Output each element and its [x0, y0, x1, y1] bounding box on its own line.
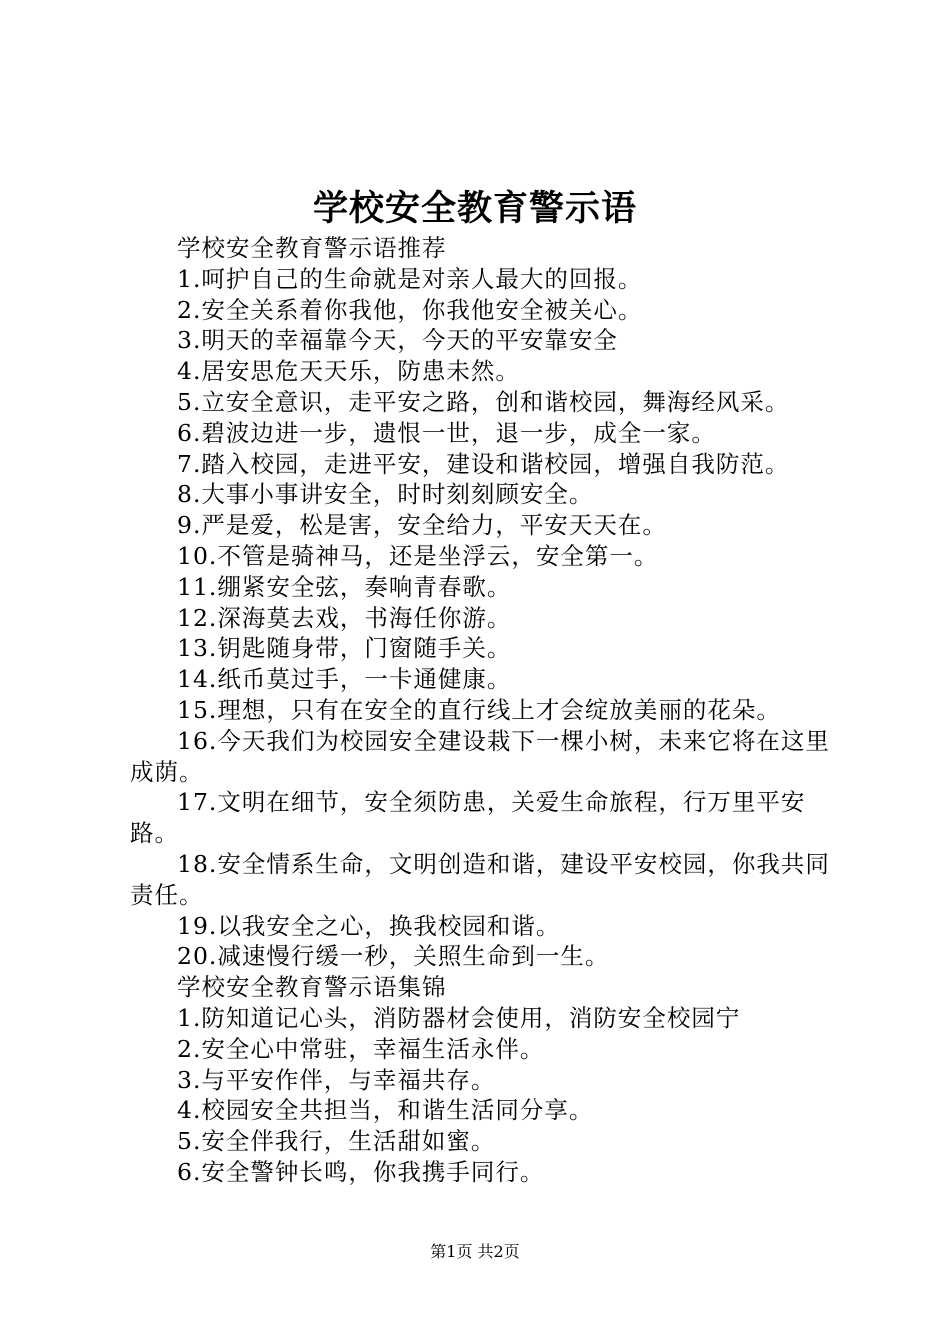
paragraph: 20.减速慢行缓一秒，关照生命到一生。 — [177, 942, 610, 971]
paragraph: 2.安全关系着你我他，你我他安全被关心。 — [177, 295, 643, 324]
paragraph: 7.踏入校园，走进平安，建设和谐校园，增强自我防范。 — [177, 449, 790, 478]
paragraph: 19.以我安全之心，换我校园和谐。 — [177, 911, 561, 940]
document-title: 学校安全教育警示语 — [312, 188, 637, 229]
paragraph: 3.明天的幸福靠今天，今天的平安靠安全 — [177, 326, 618, 355]
paragraph: 9.严是爱，松是害，安全给力，平安天天在。 — [177, 511, 667, 540]
paragraph: 5.立安全意识，走平安之路，创和谐校园，舞海经风采。 — [177, 387, 790, 416]
paragraph: 11.绷紧安全弦，奏响青春歌。 — [177, 572, 512, 601]
paragraph: 8.大事小事讲安全，时时刻刻顾安全。 — [177, 480, 594, 509]
page-footer: 第1页 共2页 — [430, 1242, 520, 1261]
paragraph: 12.深海莫去戏，书海任你游。 — [177, 603, 512, 632]
paragraph: 4.居安思危天天乐，防患未然。 — [177, 357, 520, 386]
paragraph: 1.呵护自己的生命就是对亲人最大的回报。 — [177, 264, 643, 293]
paragraph: 6.安全警钟长鸣，你我携手同行。 — [177, 1157, 545, 1186]
paragraph: 17.文明在细节，安全须防患，关爱生命旅程，行万里平安路。 — [130, 788, 806, 848]
paragraph: 10.不管是骑神马，还是坐浮云，安全第一。 — [177, 541, 659, 570]
paragraph: 学校安全教育警示语集锦 — [177, 973, 447, 1002]
paragraph: 2.安全心中常驻，幸福生活永伴。 — [177, 1034, 545, 1063]
paragraph: 6.碧波边进一步，遗恨一世，退一步，成全一家。 — [177, 418, 716, 447]
paragraph: 16.今天我们为校园安全建设栽下一棵小树，未来它将在这里成荫。 — [130, 726, 830, 786]
paragraph: 1.防知道记心头，消防器材会使用，消防安全校园宁 — [177, 1003, 741, 1032]
paragraph: 14.纸币莫过手，一卡通健康。 — [177, 665, 512, 694]
paragraph: 4.校园安全共担当，和谐生活同分享。 — [177, 1096, 594, 1125]
paragraph: 18.安全情系生命，文明创造和谐，建设平安校园，你我共同责任。 — [130, 849, 830, 909]
paragraph: 5.安全伴我行，生活甜如蜜。 — [177, 1127, 496, 1156]
document-body — [130, 233, 835, 1188]
paragraph: 15.理想，只有在安全的直行线上才会绽放美丽的花朵。 — [177, 695, 781, 724]
paragraph: 学校安全教育警示语推荐 — [177, 234, 447, 262]
paragraph: 13.钥匙随身带，门窗随手关。 — [177, 634, 512, 663]
paragraph: 3.与平安作伴，与幸福共存。 — [177, 1065, 496, 1094]
